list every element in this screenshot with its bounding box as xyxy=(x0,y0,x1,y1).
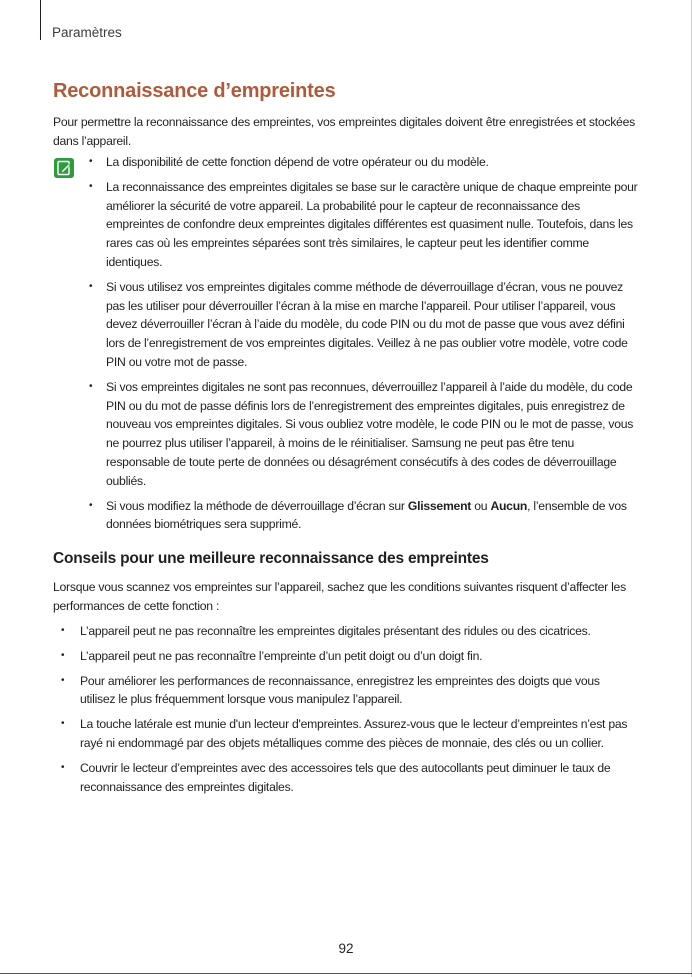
tip-item xyxy=(61,759,638,797)
footer-rule xyxy=(0,973,692,974)
tips-list xyxy=(61,622,638,802)
note-pencil-icon xyxy=(54,158,74,178)
note-item xyxy=(89,378,638,491)
header-rule xyxy=(40,0,41,40)
note-item xyxy=(89,278,638,372)
bullet: • xyxy=(89,499,93,511)
note-text-end: , l’ensemble de vos données biométriques sera supprimé. xyxy=(106,498,627,532)
bullet: • xyxy=(61,649,65,661)
tip-item xyxy=(61,647,638,666)
tip-item xyxy=(61,672,638,710)
note-item xyxy=(89,497,638,535)
tip-text: L’appareil peut ne pas reconnaître l’empreinte d’un petit doigt ou d’un doigt fin. xyxy=(80,648,483,663)
tips-intro-paragraph: Lorsque vous scannez vos empreintes sur l’appareil, sachez que les conditions suivantes risquent d’affecter les performances de cette fonction : xyxy=(53,580,626,613)
intro-paragraph: Pour permettre la reconnaissance des empreintes, vos empreintes digitales doivent être enregistrées et stockées dans l’appareil. xyxy=(53,115,635,148)
tip-text: L’appareil peut ne pas reconnaître les empreintes digitales présentant des ridules ou des cicatrices. xyxy=(80,624,591,638)
option-glissement: Glissement xyxy=(407,498,472,513)
bullet: • xyxy=(61,674,65,686)
page-number: 92 xyxy=(338,941,354,956)
bullet: • xyxy=(61,718,65,730)
bullet: • xyxy=(61,625,65,636)
tip-text: Pour améliorer les performances de reconnaissance, enregistrez les empreintes des doigts que vous utilisez le plus fréquemment lorsque vous manipulez l’appareil. xyxy=(80,673,600,707)
note-text: Si vos empreintes digitales ne sont pas reconnues, déverrouillez l’appareil à l’aide du modèle, du code PIN ou du mot de passe définis lors de l’enregistrement des empreintes digitales, puis enregistrez de nouveau vos empreintes digitales. Si vous oubliez votre modèle, le code PIN ou le mot de passe, vous ne pourrez plus utiliser l’appareil, à moins de le réinitialiser. Samsung ne peut pas être tenu responsable de toute perte de données ou désagrément consécutifs à des codes de déverrouillage oubliés. xyxy=(106,379,634,488)
note-text-mid: ou xyxy=(471,498,491,513)
tip-item xyxy=(61,622,638,641)
note-item xyxy=(89,153,638,172)
note-item xyxy=(89,178,638,272)
note-text-start: Si vous modifiez la méthode de déverrouillage d’écran sur xyxy=(106,498,408,513)
note-text: La disponibilité de cette fonction dépend de votre opérateur ou du modèle. xyxy=(106,155,489,169)
section-subtitle: Conseils pour une meilleure reconnaissance des empreintes xyxy=(53,550,489,567)
bullet: • xyxy=(89,180,93,192)
tip-item xyxy=(61,715,638,753)
bullet: • xyxy=(89,156,93,167)
note-text: La reconnaissance des empreintes digitales se base sur le caractère unique de chaque empreinte pour améliorer la sécurité de votre appareil. La probabilité pour le capteur de reconnaissance des empreintes de confondre deux empreintes digitales différentes est quasiment nulle. Toutefois, dans les rares cas où les empreintes séparées sont très similaires, le capteur peut les identifier comme identiques. xyxy=(106,179,638,269)
note-text: Si vous utilisez vos empreintes digitales comme méthode de déverrouillage d’écran, vous ne pouvez pas les utiliser pour déverrouiller l’écran à la mise en marche l’appareil. Pour utiliser l’appareil, vous devez déverrouiller l’écran à l’aide du modèle, du code PIN ou du mot de passe que vous avez défini lors de l’enregistrement de vos empreintes digitales. Veillez à ne pas oublier votre modèle, votre code PIN ou votre mot de passe. xyxy=(106,279,628,369)
section-header: Paramètres xyxy=(52,25,122,40)
page-title: Reconnaissance d’empreintes xyxy=(53,80,336,102)
tip-text: Couvrir le lecteur d’empreintes avec des accessoires tels que des autocollants peut diminuer le taux de reconnaissance des empreintes digitales. xyxy=(80,760,611,794)
option-aucun: Aucun xyxy=(490,498,528,513)
note-list xyxy=(89,153,638,540)
tip-text: La touche latérale est munie d'un lecteur d'empreintes. Assurez-vous que le lecteur d’empreintes n’est pas rayé ni endommagé par des objets métalliques comme des pièces de monnaie, des clés ou un collier. xyxy=(80,717,628,750)
bullet: • xyxy=(89,380,93,392)
bullet: • xyxy=(61,761,65,773)
bullet: • xyxy=(89,280,93,292)
